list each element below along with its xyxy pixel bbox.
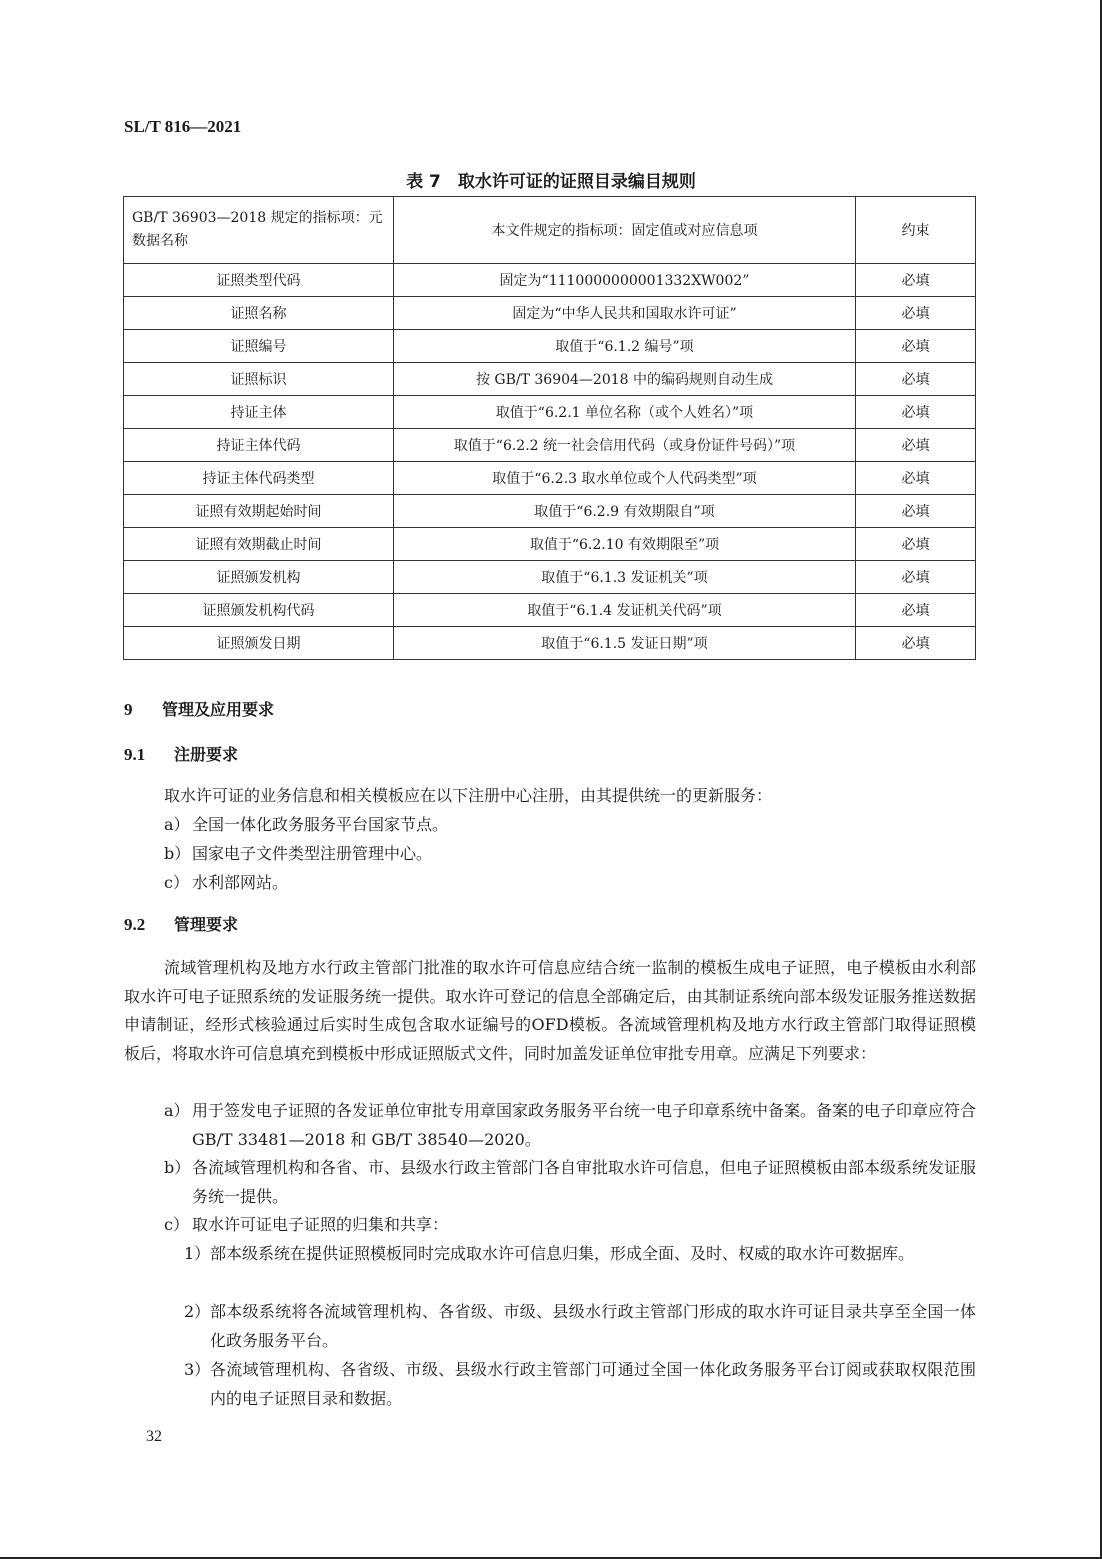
constraint-cell: 必填 [856, 264, 976, 297]
list-marker: 2） [184, 1302, 211, 1321]
list-text: 部本级系统在提供证照模板同时完成取水许可信息归集，形成全面、及时、权威的取水许可数据库。 [210, 1244, 915, 1263]
list-item [164, 811, 976, 840]
constraint-cell: 必填 [856, 594, 976, 627]
constraint-cell: 必填 [856, 528, 976, 561]
table-title: 表 7 取水许可证的证照目录编目规则 [406, 172, 696, 192]
list-text: 用于签发电子证照的各发证单位审批专用章国家政务服务平台统一电子印章系统中备案。备案的电子印章应符合 GB/T 33481—2018 和 GB/T 38540—2020。 [192, 1101, 977, 1149]
value-source-cell: 按 GB/T 36904—2018 中的编码规则自动生成 [394, 363, 856, 396]
standard-code: SL/T 816—2021 [124, 117, 242, 136]
list-marker: c） [164, 873, 189, 892]
section-number: 9.2 [124, 915, 146, 934]
list-item [164, 840, 976, 869]
registration-intro: 取水许可证的业务信息和相关模板应在以下注册中心注册，由其提供统一的更新服务： [164, 786, 773, 805]
metadata-name-cell: 证照颁发机构 [124, 561, 394, 594]
section-9-2-heading [124, 912, 238, 935]
section-9-heading [124, 697, 274, 720]
header-cell: GB/T 36903—2018 规定的指标项：元数据名称 [124, 197, 394, 264]
table-row [124, 363, 976, 396]
value-source-cell: 取值于“6.2.10 有效期限至”项 [394, 528, 856, 561]
table-row [124, 396, 976, 429]
value-source-cell: 取值于“6.1.5 发证日期”项 [394, 627, 856, 660]
metadata-name-cell: 证照名称 [124, 297, 394, 330]
constraint-cell: 必填 [856, 396, 976, 429]
table-row [124, 462, 976, 495]
value-source-cell: 取值于“6.2.9 有效期限自”项 [394, 495, 856, 528]
list-text: 各流域管理机构和各省、市、县级水行政主管部门各自审批取水许可信息，但电子证照模板由部本级系统发证服务统一提供。 [192, 1158, 977, 1206]
value-source-cell: 取值于“6.2.2 统一社会信用代码（或身份证件号码）”项 [394, 429, 856, 462]
metadata-name-cell: 持证主体代码 [124, 429, 394, 462]
list-text: 取水许可证电子证照的归集和共享： [192, 1215, 449, 1234]
sub-list-item [184, 1298, 976, 1355]
constraint-cell: 必填 [856, 429, 976, 462]
metadata-name-cell: 持证主体 [124, 396, 394, 429]
table-row [124, 297, 976, 330]
table-row [124, 330, 976, 363]
list-marker: 1） [184, 1244, 211, 1263]
section-number: 9 [124, 700, 133, 719]
table-row [124, 528, 976, 561]
metadata-name-cell: 证照类型代码 [124, 264, 394, 297]
constraint-cell: 必填 [856, 363, 976, 396]
list-marker: a） [164, 1101, 190, 1120]
table-row [124, 627, 976, 660]
catalog-rules-table [123, 196, 976, 660]
sub-list-item [184, 1240, 976, 1269]
metadata-name-cell: 证照有效期起始时间 [124, 495, 394, 528]
table-row [124, 264, 976, 297]
list-text: 水利部网站。 [192, 873, 289, 892]
list-item [164, 1097, 976, 1154]
metadata-name-cell: 证照有效期截止时间 [124, 528, 394, 561]
value-source-cell: 取值于“6.2.1 单位名称（或个人姓名）”项 [394, 396, 856, 429]
sub-list-item [184, 1356, 976, 1413]
constraint-cell: 必填 [856, 330, 976, 363]
section-title: 注册要求 [174, 745, 239, 764]
constraint-cell: 必填 [856, 462, 976, 495]
constraint-cell: 必填 [856, 495, 976, 528]
page-number: 32 [146, 1428, 162, 1445]
list-text: 部本级系统将各流域管理机构、各省级、市级、县级水行政主管部门形成的取水许可证目录共享至全国一体化政务服务平台。 [210, 1302, 976, 1350]
list-item [164, 869, 976, 898]
table-header-row [124, 197, 976, 264]
section-title: 管理要求 [174, 915, 239, 934]
value-source-cell: 固定为“中华人民共和国取水许可证” [394, 297, 856, 330]
list-text: 全国一体化政务服务平台国家节点。 [192, 815, 449, 834]
table-row [124, 429, 976, 462]
metadata-name-cell: 持证主体代码类型 [124, 462, 394, 495]
constraint-cell: 必填 [856, 297, 976, 330]
value-source-cell: 取值于“6.1.3 发证机关”项 [394, 561, 856, 594]
table-row [124, 594, 976, 627]
section-title: 管理及应用要求 [162, 700, 275, 719]
list-marker: b） [164, 844, 191, 863]
metadata-name-cell: 证照编号 [124, 330, 394, 363]
header-cell: 约束 [856, 197, 976, 264]
section-number: 9.1 [124, 745, 146, 764]
list-marker: a） [164, 815, 190, 834]
metadata-name-cell: 证照颁发机构代码 [124, 594, 394, 627]
list-item [164, 1154, 976, 1211]
constraint-cell: 必填 [856, 561, 976, 594]
metadata-name-cell: 证照标识 [124, 363, 394, 396]
metadata-name-cell: 证照颁发日期 [124, 627, 394, 660]
table-row [124, 495, 976, 528]
table-row [124, 561, 976, 594]
management-intro: 流域管理机构及地方水行政主管部门批准的取水许可信息应结合统一监制的模板生成电子证照，电子模板由水利部取水许可电子证照系统的发证服务统一提供。取水许可登记的信息全部确定后，由其制证系统向部本级发证服务推送数据申请制证，经形式核验通过后实时生成包含取水证编号的OFD模板。各流域管理机构及地方水行政主管部门取得证照模板后，将取水许可信息填充到模板中形成证照版式文件，同时加盖发证单位审批专用章。应满足下列要求： [124, 958, 976, 1063]
list-item [164, 1211, 976, 1240]
list-text: 国家电子文件类型注册管理中心。 [192, 844, 433, 863]
value-source-cell: 固定为“1110000000001332XW002” [394, 264, 856, 297]
list-text: 各流域管理机构、各省级、市级、县级水行政主管部门可通过全国一体化政务服务平台订阅或获取权限范围内的电子证照目录和数据。 [210, 1360, 976, 1408]
value-source-cell: 取值于“6.1.4 发证机关代码”项 [394, 594, 856, 627]
section-9-1-heading [124, 742, 238, 765]
value-source-cell: 取值于“6.1.2 编号”项 [394, 330, 856, 363]
list-marker: c） [164, 1215, 189, 1234]
value-source-cell: 取值于“6.2.3 取水单位或个人代码类型”项 [394, 462, 856, 495]
constraint-cell: 必填 [856, 627, 976, 660]
header-cell: 本文件规定的指标项：固定值或对应信息项 [394, 197, 856, 264]
list-marker: 3） [184, 1360, 211, 1379]
list-marker: b） [164, 1158, 191, 1177]
